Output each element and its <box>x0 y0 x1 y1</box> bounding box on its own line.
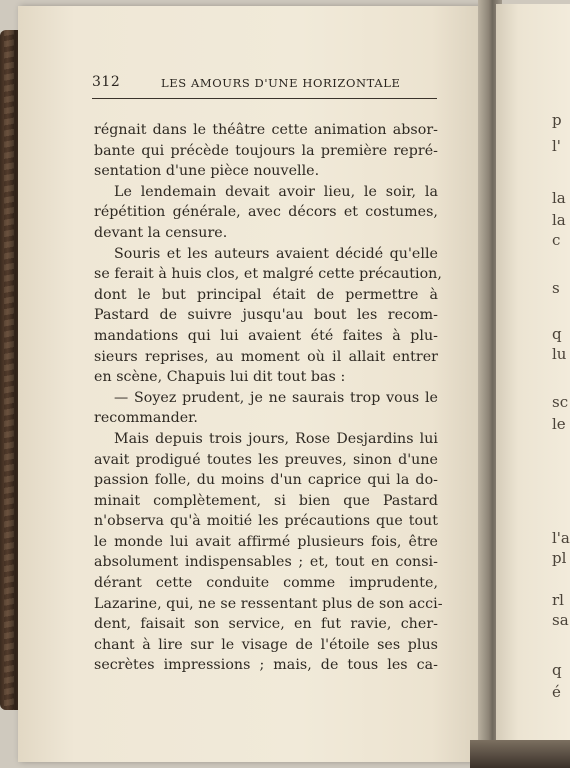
page-header <box>92 74 437 99</box>
text-line: recommander. <box>94 410 198 427</box>
text-line: dent, faisait son service, en fut ravie, cher- <box>94 616 438 633</box>
text-line: dérant cette conduite comme imprudente, <box>94 575 438 592</box>
text-line: absolument indispensables ; et, tout en consi- <box>94 554 438 571</box>
facing-fragment: c <box>552 231 561 249</box>
facing-fragment: la <box>552 189 566 207</box>
text-line: chant à lire sur le visage de l'étoile ses plus <box>94 636 438 653</box>
text-line: dont le but principal était de permettre à <box>94 286 438 303</box>
text-line: en scène, Chapuis lui dit tout bas : <box>94 369 346 386</box>
facing-fragment: le <box>552 415 566 433</box>
text-line: mandations qui lui avaient été faites à plu- <box>94 327 438 344</box>
facing-fragment: lu <box>552 345 567 363</box>
text-line: répétition générale, avec décors et costumes, <box>94 204 438 221</box>
text-line: devant la censure. <box>94 224 228 241</box>
text-line: Le lendemain devait avoir lieu, le soir, la <box>114 183 438 200</box>
page-number: 312 <box>92 74 121 90</box>
facing-fragment: p <box>552 111 562 129</box>
facing-fragment: sa <box>552 611 569 629</box>
running-title: LES AMOURS D'UNE HORIZONTALE <box>161 76 401 90</box>
text-line: Pastard de suivre jusqu'au bout les recom- <box>94 307 438 324</box>
facing-fragment: pl <box>552 549 567 567</box>
text-line: minait complètement, si bien que Pastard <box>94 492 438 509</box>
text-line: se ferait à huis clos, et malgré cette précaution, <box>94 266 442 283</box>
facing-fragment: q <box>552 661 562 679</box>
book-cover-edge <box>470 740 570 768</box>
facing-fragment: la <box>552 211 566 229</box>
facing-fragment: q <box>552 325 562 343</box>
facing-fragment: l'a <box>552 529 570 547</box>
text-line: Mais depuis trois jours, Rose Desjardins lui <box>114 430 438 447</box>
text-line: passion folle, du moins d'un caprice qui la do- <box>94 472 438 489</box>
text-line: sieurs reprises, au moment où il allait entrer <box>94 348 438 365</box>
text-line: sentation d'une pièce nouvelle. <box>94 163 320 180</box>
text-line: — Soyez prudent, je ne saurais trop vous le <box>114 389 438 406</box>
facing-fragment: é <box>552 683 561 701</box>
text-line: Souris et les auteurs avaient décidé qu'elle <box>114 245 438 262</box>
facing-fragment: l' <box>552 137 561 155</box>
facing-fragment: rl <box>552 591 564 609</box>
text-line: le monde lui avait affirmé plusieurs fois, être <box>94 533 438 550</box>
text-line: Lazarine, qui, ne se ressentant plus de son acci- <box>94 595 443 612</box>
text-line: n'observa qu'à moitié les précautions que tout <box>94 513 438 530</box>
text-line: avait prodigué toutes les preuves, sinon d'une <box>94 451 438 468</box>
facing-fragment: sc <box>552 393 569 411</box>
text-line: secrètes impressions ; mais, de tous les ca- <box>94 657 438 674</box>
text-line: régnait dans le théâtre cette animation absor- <box>94 122 438 138</box>
page-body-text <box>94 120 443 676</box>
text-line: bante qui précède toujours la première repré- <box>94 142 438 159</box>
facing-fragment: s <box>552 279 560 297</box>
